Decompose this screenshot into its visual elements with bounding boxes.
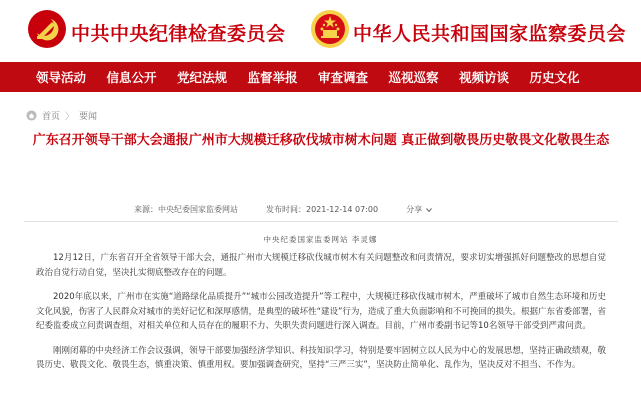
article-meta (134, 204, 432, 215)
chevron-down-icon (426, 207, 432, 213)
article-date: 发布时间：2021-12-14 07:00 (266, 205, 379, 214)
main-nav (0, 62, 641, 92)
divider (24, 221, 618, 222)
ccdi-title[interactable]: 中共中央纪律检查委员会 (71, 23, 286, 45)
nav-item-reporting[interactable]: 监督举报 (247, 70, 298, 85)
article-paragraph: 12月12日，广东省召开全省领导干部大会，通报广州市大规模迁移砍伐城市树木有关问题整改和问责情况，要求切实增强抓好问题整改的思想自觉政治自觉行动自觉，坚决扎实彻底整改存在的问题。 (36, 253, 606, 278)
nav-item-leadership[interactable]: 领导活动 (36, 70, 87, 85)
nav-item-history[interactable]: 历史文化 (529, 70, 580, 85)
nav-item-investigation[interactable]: 审查调查 (318, 70, 369, 85)
share-label: 分享 (406, 205, 423, 214)
breadcrumb-current[interactable]: 要闻 (79, 111, 98, 122)
article-title: 广东召开领导干部大会通报广州市大规模迁移砍伐城市树木问题 真正做到敬畏历史敬畏文化敬畏生态 (32, 133, 610, 148)
site-header (0, 0, 641, 62)
nsc-title[interactable]: 中华人民共和国国家监察委员会 (353, 23, 627, 45)
nav-item-video[interactable]: 视频访谈 (459, 70, 510, 85)
nav-item-disclosure[interactable]: 信息公开 (106, 70, 157, 85)
breadcrumb-separator: 〉 (65, 111, 75, 122)
share-button[interactable] (406, 204, 432, 215)
national-emblem-icon (310, 9, 350, 49)
nav-item-regulations[interactable]: 党纪法规 (177, 70, 228, 85)
article-body (36, 251, 606, 383)
breadcrumb (26, 108, 97, 122)
article-paragraph: 刚刚闭幕的中央经济工作会议强调，领导干部要加强经济学知识、科技知识学习，特别是要牢固树立以人民为中心的发展思想，坚持正确政绩观，敬畏历史、敬畏文化、敬畏生态，慎重决策、慎重用权。要加强调查研究，坚持“三严三实”，坚决防止简单化、乱作为，坚决反对不担当、不作为。 (36, 345, 606, 370)
article-paragraph: 2020年底以来，广州市在实施“道路绿化品质提升”“城市公园改造提升”等工程中，大规模迁移砍伐城市树木，严重破坏了城市自然生态环境和历史文化风貌，伤害了人民群众对城市的美好记忆和深厚感情，是典型的破坏性“建设”行为，造成了重大负面影响和不可挽回的损失。根据广东省委部署，省纪委监委成立问责调查组，对相关单位和人员存在的履职不力、失职失责问题进行深入调查。目前，广州市委副书记等10名领导干部受到严肃问责。 (36, 292, 606, 331)
breadcrumb-home[interactable]: 首页 (42, 111, 61, 122)
party-emblem-icon (27, 9, 67, 49)
article-source: 来源：中央纪委国家监委网站 (134, 205, 238, 214)
nav-item-inspection[interactable]: 巡视巡察 (388, 70, 439, 85)
article-byline: 中央纪委国家监委网站 李灵娜 (263, 235, 378, 244)
home-icon (26, 110, 37, 121)
